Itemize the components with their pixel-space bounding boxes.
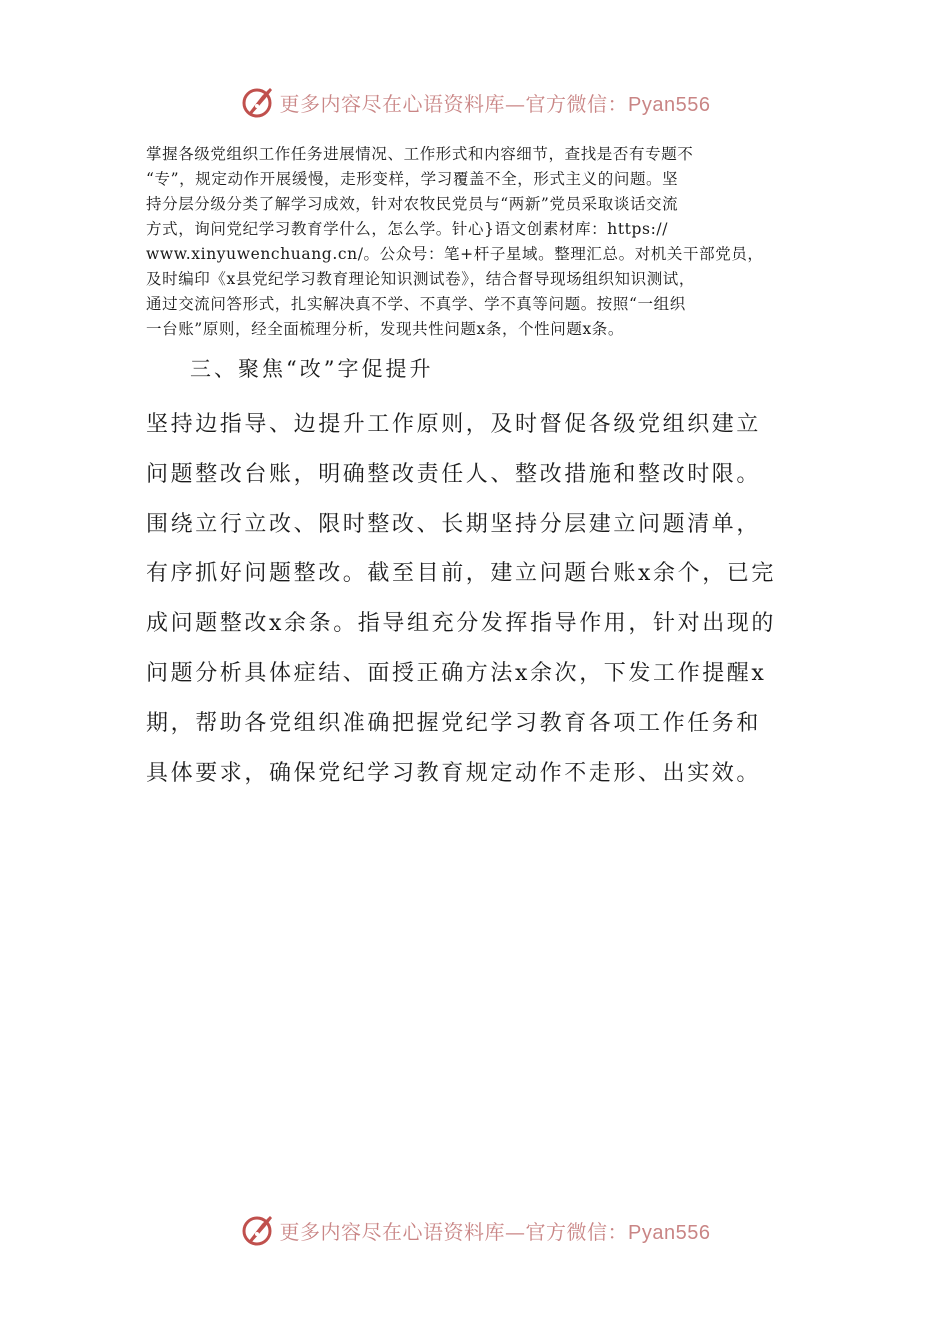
- header-banner: [0, 82, 950, 122]
- header-banner-wechat-id: Pyan556: [628, 93, 711, 116]
- header-banner-cn: 更多内容尽在心语资料库—官方微信：: [279, 91, 629, 116]
- paragraph-small-line: 一台账”原则，经全面梳理分析，发现共性问题x条，个性问题x条。: [146, 320, 625, 338]
- paragraph-large-line: 期，帮助各党组织准确把握党纪学习教育各项工作任务和: [146, 710, 762, 736]
- paragraph-large-line: 问题分析具体症结、面授正确方法x余次，下发工作提醒x: [146, 660, 767, 686]
- pen-nib-logo-icon: [240, 1212, 276, 1248]
- header-banner-text: [280, 88, 711, 117]
- paragraph-large: [146, 400, 818, 798]
- paragraph-large-line: 成问题整改x余条。指导组充分发挥指导作用，针对出现的: [146, 611, 777, 637]
- paragraph-small-line: 持分层分级分类了解学习成效，针对农牧民党员与“两新”党员采取谈话交流: [146, 195, 679, 213]
- section-heading: 三、聚焦“改”字促提升: [190, 357, 434, 381]
- paragraph-large-line: 有序抓好问题整改。截至目前，建立问题台账x余个，已完: [146, 561, 777, 587]
- paragraph-small-line: www.xinyuwenchuang.cn/。公众号：笔+杆子星域。整理汇总。对机关干部党员，: [146, 245, 764, 263]
- paragraph-small-line: 掌握各级党组织工作任务进展情况、工作形式和内容细节，查找是否有专题不: [146, 145, 694, 163]
- paragraph-small-line: “专”，规定动作开展缓慢，走形变样，学习覆盖不全，形式主义的问题。坚: [146, 170, 679, 188]
- paragraph-small-line: 及时编印《x县党纪学习教育理论知识测试卷》，结合督导现场组织知识测试，: [146, 270, 695, 288]
- footer-banner-text: [280, 1216, 711, 1245]
- pen-nib-logo-icon: [240, 84, 276, 120]
- paragraph-large-line: 围绕立行立改、限时整改、长期坚持分层建立问题清单，: [146, 511, 762, 537]
- footer-banner: [0, 1210, 950, 1250]
- paragraph-small-line: 通过交流问答形式，扎实解决真不学、不真学、学不真等问题。按照“一组织: [146, 295, 686, 313]
- footer-banner-wechat-id: Pyan556: [628, 1221, 711, 1244]
- paragraph-large-line: 具体要求，确保党纪学习教育规定动作不走形、出实效。: [146, 760, 762, 786]
- footer-banner-cn: 更多内容尽在心语资料库—官方微信：: [279, 1219, 629, 1244]
- paragraph-small: [146, 142, 818, 342]
- paragraph-small-line: 方式，询问党纪学习教育学什么，怎么学。针心}语文创素材库：https://: [146, 220, 669, 238]
- paragraph-large-line: 坚持边指导、边提升工作原则，及时督促各级党组织建立: [146, 412, 762, 437]
- paragraph-large-line: 问题整改台账，明确整改责任人、整改措施和整改时限。: [146, 461, 762, 487]
